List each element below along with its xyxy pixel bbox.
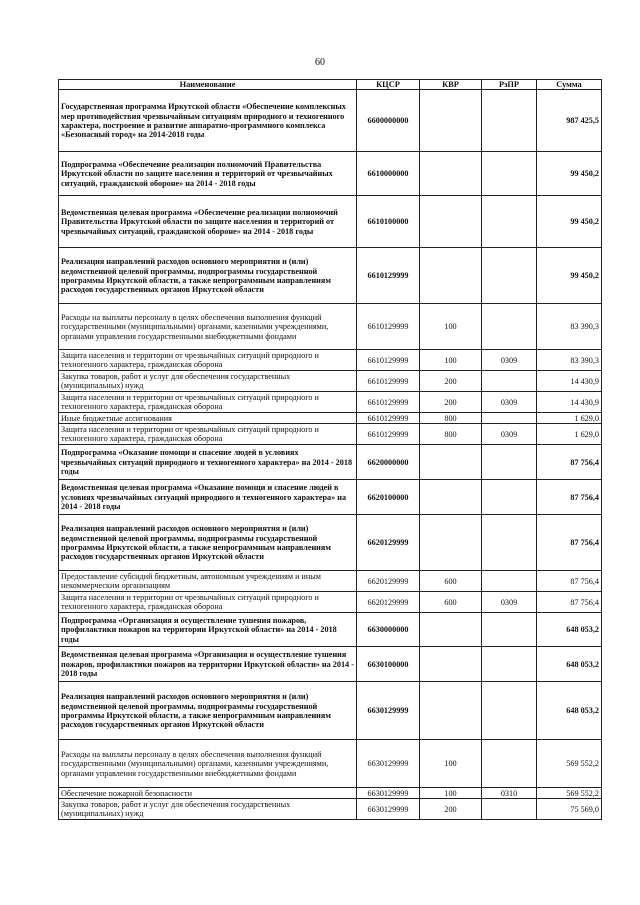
cell-kvr <box>420 682 482 740</box>
cell-kvr <box>420 647 482 682</box>
cell-kvr: 100 <box>420 740 482 788</box>
cell-code: 6630129999 <box>357 788 420 799</box>
cell-kvr: 100 <box>420 788 482 799</box>
table-row <box>59 392 602 413</box>
cell-kvr <box>420 90 482 152</box>
cell-name: Расходы на выплаты персоналу в целях обеспечения выполнения функций государственными (муниципальными) органами, казенными учреждениями, органами управления государственными внебюджетными фондами <box>59 740 357 788</box>
table-row <box>59 413 602 424</box>
cell-name: Закупка товаров, работ и услуг для обеспечения государственных (муниципальных) нужд <box>59 799 357 820</box>
cell-sum: 87 756,4 <box>537 515 602 571</box>
cell-name: Подпрограмма «Организация и осуществление тушения пожаров, профилактики пожаров на территории Иркутской области» на 2014 - 2018 годы <box>59 613 357 647</box>
cell-code: 6610129999 <box>357 371 420 392</box>
table-row <box>59 799 602 820</box>
cell-code: 6630129999 <box>357 740 420 788</box>
cell-kvr: 200 <box>420 371 482 392</box>
cell-kvr <box>420 613 482 647</box>
cell-name: Подпрограмма «Обеспечение реализации полномочий Правительства Иркутской области по защите населения и территорий от чрезвычайных ситуаций, гражданской обороне» на 2014 - 2018 годы <box>59 152 357 196</box>
cell-name: Ведомственная целевая программа «Обеспечение реализации полномочий Правительства Иркутской области по защите населения и территорий от чрезвычайных ситуаций, гражданской обороне» на 2014 - 2018 годы <box>59 196 357 248</box>
cell-kvr: 100 <box>420 304 482 350</box>
cell-code: 6610129999 <box>357 248 420 304</box>
cell-sum: 14 430,9 <box>537 371 602 392</box>
cell-sum: 1 629,0 <box>537 413 602 424</box>
cell-code: 6610000000 <box>357 152 420 196</box>
cell-rzpr <box>482 304 537 350</box>
cell-kvr: 600 <box>420 592 482 613</box>
table-row <box>59 350 602 371</box>
cell-rzpr <box>482 647 537 682</box>
cell-code: 6630129999 <box>357 799 420 820</box>
cell-sum: 648 053,2 <box>537 682 602 740</box>
cell-sum: 1 629,0 <box>537 424 602 445</box>
cell-kvr: 200 <box>420 392 482 413</box>
cell-sum: 648 053,2 <box>537 613 602 647</box>
cell-code: 6620129999 <box>357 592 420 613</box>
cell-kvr: 600 <box>420 571 482 592</box>
cell-rzpr <box>482 682 537 740</box>
column-header-kvr: КВР <box>420 80 482 90</box>
cell-code: 6620100000 <box>357 480 420 515</box>
cell-name: Реализация направлений расходов основного мероприятия и (или) ведомственной целевой программы, подпрограммы государственной программы Иркутской области, а также непрограммным направлениям расходов государственных органов Иркутской области <box>59 515 357 571</box>
cell-kvr: 200 <box>420 799 482 820</box>
cell-code: 6610129999 <box>357 413 420 424</box>
table-row <box>59 152 602 196</box>
table-row <box>59 682 602 740</box>
page-number: 60 <box>315 57 325 68</box>
table-row <box>59 592 602 613</box>
table-header-row <box>59 80 602 90</box>
cell-rzpr <box>482 413 537 424</box>
column-header-sum: Сумма <box>537 80 602 90</box>
table-row <box>59 248 602 304</box>
cell-kvr: 100 <box>420 350 482 371</box>
cell-kvr <box>420 515 482 571</box>
table-row <box>59 740 602 788</box>
cell-kvr <box>420 152 482 196</box>
cell-name: Защита населения и территории от чрезвычайных ситуаций природного и техногенного характера, гражданская оборона <box>59 392 357 413</box>
table-row <box>59 613 602 647</box>
cell-rzpr: 0309 <box>482 592 537 613</box>
cell-name: Предоставление субсидий бюджетным, автономным учреждениям и иным некоммерческим организациям <box>59 571 357 592</box>
cell-sum: 87 756,4 <box>537 571 602 592</box>
cell-sum: 87 756,4 <box>537 445 602 480</box>
cell-rzpr <box>482 515 537 571</box>
cell-sum: 75 569,0 <box>537 799 602 820</box>
cell-code: 6600000000 <box>357 90 420 152</box>
cell-sum: 648 053,2 <box>537 647 602 682</box>
cell-kvr <box>420 480 482 515</box>
cell-name: Иные бюджетные ассигнования <box>59 413 357 424</box>
cell-name: Расходы на выплаты персоналу в целях обеспечения выполнения функций государственными (муниципальными) органами, казенными учреждениями, органами управления государственными внебюджетными фондами <box>59 304 357 350</box>
cell-sum: 14 430,9 <box>537 392 602 413</box>
cell-rzpr <box>482 445 537 480</box>
cell-name: Защита населения и территории от чрезвычайных ситуаций природного и техногенного характера, гражданская оборона <box>59 350 357 371</box>
cell-rzpr <box>482 740 537 788</box>
cell-rzpr: 0310 <box>482 788 537 799</box>
column-header-code: КЦСР <box>357 80 420 90</box>
column-header-name: Наименование <box>59 80 357 90</box>
cell-code: 6610100000 <box>357 196 420 248</box>
cell-rzpr <box>482 613 537 647</box>
cell-code: 6610129999 <box>357 392 420 413</box>
cell-rzpr <box>482 571 537 592</box>
table-row <box>59 788 602 799</box>
cell-code: 6620000000 <box>357 445 420 480</box>
cell-name: Защита населения и территории от чрезвычайных ситуаций природного и техногенного характера, гражданская оборона <box>59 592 357 613</box>
cell-name: Государственная программа Иркутской области «Обеспечение комплексных мер противодействия чрезвычайным ситуациям природного и техногенного характера, построение и развитие аппаратно-программного комплекса «Безопасный город» на 2014-2018 годы <box>59 90 357 152</box>
cell-rzpr <box>482 90 537 152</box>
cell-rzpr: 0309 <box>482 350 537 371</box>
cell-code: 6610129999 <box>357 304 420 350</box>
cell-code: 6630129999 <box>357 682 420 740</box>
table-row <box>59 424 602 445</box>
cell-rzpr: 0309 <box>482 424 537 445</box>
table-row <box>59 480 602 515</box>
table-row <box>59 445 602 480</box>
cell-kvr <box>420 445 482 480</box>
table-row <box>59 647 602 682</box>
cell-name: Реализация направлений расходов основного мероприятия и (или) ведомственной целевой программы, подпрограммы государственной программы Иркутской области, а также непрограммным направлениям расходов государственных органов Иркутской области <box>59 248 357 304</box>
table-row <box>59 304 602 350</box>
cell-sum: 99 450,2 <box>537 248 602 304</box>
cell-name: Ведомственная целевая программа «Организация и осуществление тушения пожаров, профилактики пожаров на территории Иркутской области» на 2014 - 2018 годы <box>59 647 357 682</box>
cell-kvr <box>420 196 482 248</box>
cell-rzpr <box>482 152 537 196</box>
cell-sum: 569 552,2 <box>537 788 602 799</box>
table-row <box>59 90 602 152</box>
column-header-rzpr: РзПР <box>482 80 537 90</box>
cell-name: Закупка товаров, работ и услуг для обеспечения государственных (муниципальных) нужд <box>59 371 357 392</box>
cell-rzpr <box>482 799 537 820</box>
cell-name: Защита населения и территории от чрезвычайных ситуаций природного и техногенного характера, гражданская оборона <box>59 424 357 445</box>
cell-name: Ведомственная целевая программа «Оказание помощи и спасение людей в условиях чрезвычайных ситуаций природного и техногенного характера» на 2014 - 2018 годы <box>59 480 357 515</box>
cell-rzpr <box>482 248 537 304</box>
cell-code: 6630000000 <box>357 613 420 647</box>
cell-name: Реализация направлений расходов основного мероприятия и (или) ведомственной целевой программы, подпрограммы государственной программы Иркутской области, а также непрограммным направлениям расходов государственных органов Иркутской области <box>59 682 357 740</box>
cell-rzpr: 0309 <box>482 392 537 413</box>
budget-table <box>58 79 602 820</box>
cell-sum: 99 450,2 <box>537 152 602 196</box>
table-body <box>59 90 602 820</box>
table-row <box>59 371 602 392</box>
cell-code: 6630100000 <box>357 647 420 682</box>
cell-code: 6610129999 <box>357 424 420 445</box>
table-row <box>59 515 602 571</box>
cell-code: 6620129999 <box>357 571 420 592</box>
cell-kvr <box>420 248 482 304</box>
cell-name: Обеспечение пожарной безопасности <box>59 788 357 799</box>
cell-name: Подпрограмма «Оказание помощи и спасение людей в условиях чрезвычайных ситуаций природного и техногенного характера» на 2014 - 2018 годы <box>59 445 357 480</box>
cell-kvr: 800 <box>420 424 482 445</box>
cell-kvr: 800 <box>420 413 482 424</box>
cell-code: 6620129999 <box>357 515 420 571</box>
cell-rzpr <box>482 196 537 248</box>
cell-rzpr <box>482 480 537 515</box>
cell-sum: 83 390,3 <box>537 350 602 371</box>
cell-sum: 83 390,3 <box>537 304 602 350</box>
table-row <box>59 196 602 248</box>
cell-sum: 99 450,2 <box>537 196 602 248</box>
table-row <box>59 571 602 592</box>
cell-sum: 987 425,5 <box>537 90 602 152</box>
cell-code: 6610129999 <box>357 350 420 371</box>
cell-sum: 87 756,4 <box>537 480 602 515</box>
cell-rzpr <box>482 371 537 392</box>
cell-sum: 569 552,2 <box>537 740 602 788</box>
cell-sum: 87 756,4 <box>537 592 602 613</box>
